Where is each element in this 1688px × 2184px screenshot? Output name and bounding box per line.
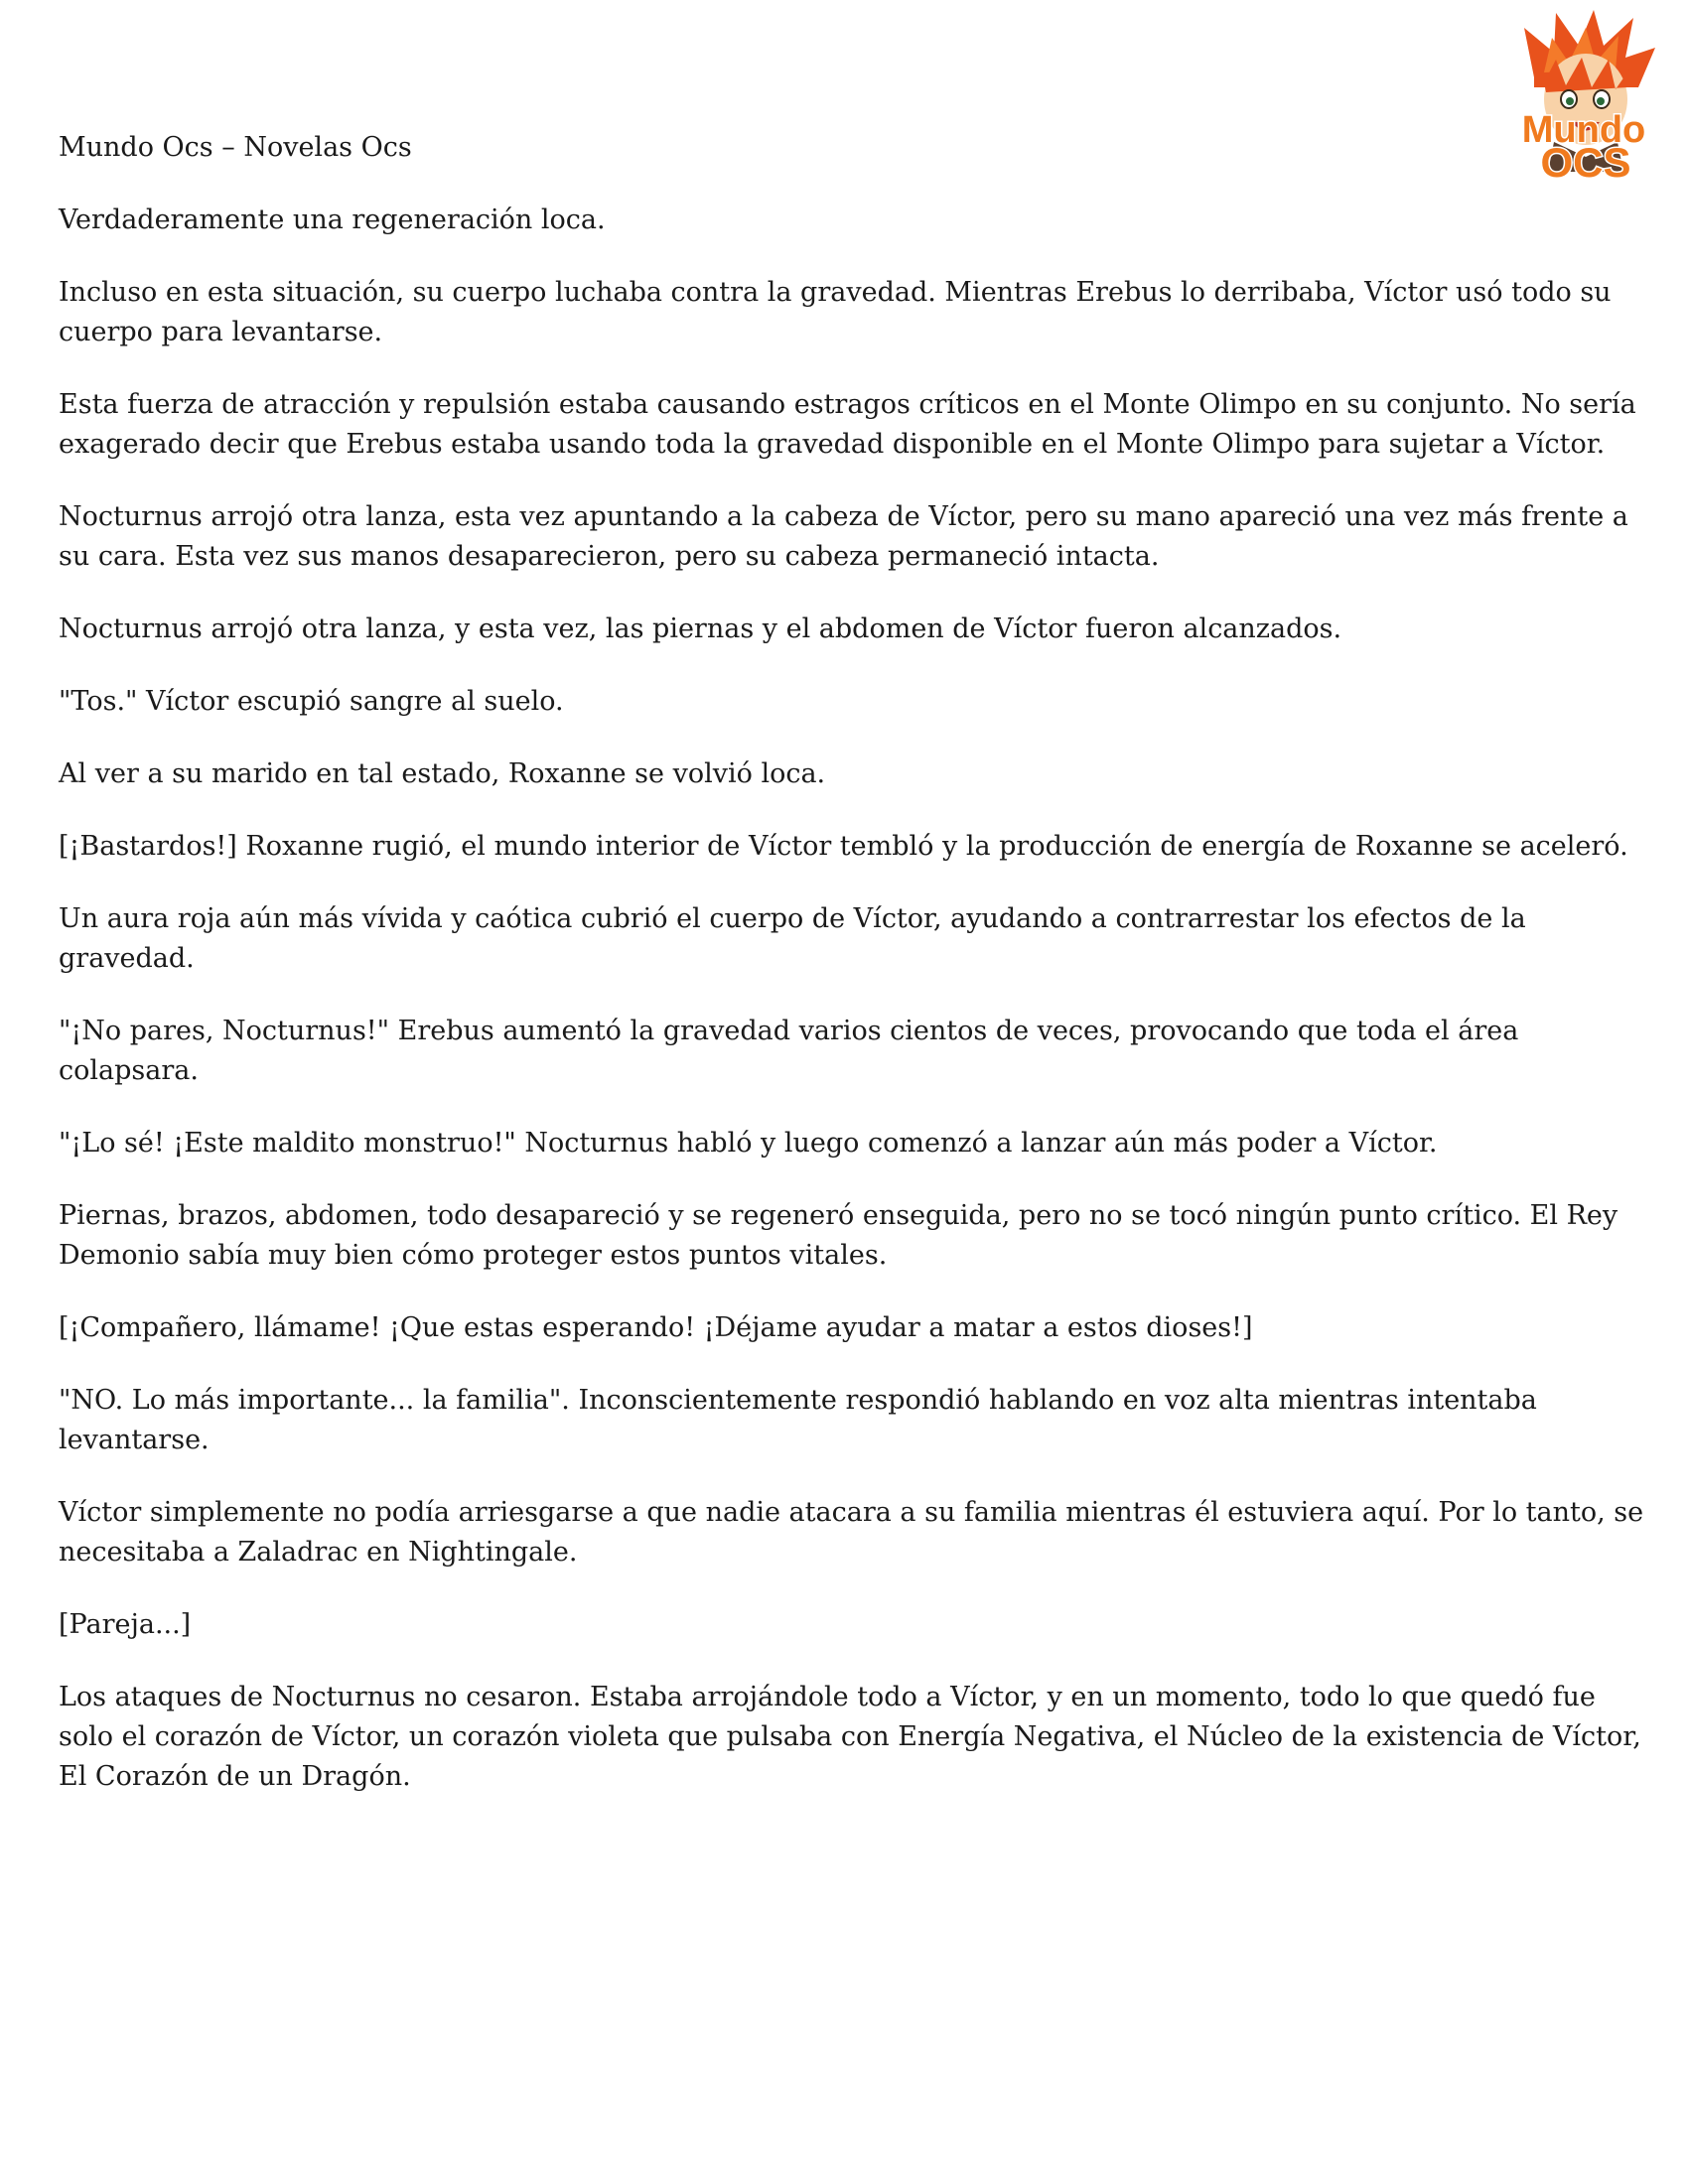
svg-text:OCS: OCS xyxy=(1540,139,1631,185)
paragraph: Incluso en esta situación, su cuerpo luchaba contra la gravedad. Mientras Erebus lo derribaba, Víctor usó todo su cuerpo para levantarse. xyxy=(59,277,1612,347)
paragraph: Al ver a su marido en tal estado, Roxanne se volvió loca. xyxy=(59,758,826,789)
document-body xyxy=(59,128,1647,1830)
paragraph: "¡No pares, Nocturnus!" Erebus aumentó la gravedad varios cientos de veces, provocando que toda el área colapsara. xyxy=(59,1016,1519,1086)
paragraph: Víctor simplemente no podía arriesgarse a que nadie atacara a su familia mientras él estuviera aquí. Por lo tanto, se necesitaba a Zaladrac en Nightingale. xyxy=(59,1497,1644,1568)
paragraph: [¡Bastardos!] Roxanne rugió, el mundo interior de Víctor tembló y la producción de energía de Roxanne se aceleró. xyxy=(59,831,1628,862)
paragraph: Piernas, brazos, abdomen, todo desapareció y se regeneró enseguida, pero no se tocó ningún punto crítico. El Rey Demonio sabía muy bien cómo proteger estos puntos vitales. xyxy=(59,1200,1618,1271)
paragraph: "¡Lo sé! ¡Este maldito monstruo!" Nocturnus habló y luego comenzó a lanzar aún más poder a Víctor. xyxy=(59,1128,1438,1159)
paragraph: Los ataques de Nocturnus no cesaron. Estaba arrojándole todo a Víctor, y en un momento, todo lo que quedó fue solo el corazón de Víctor, un corazón violeta que pulsaba con Energía Negativa, el Núcleo de la existencia de Víctor, El Corazón de un Dragón. xyxy=(59,1682,1641,1792)
document-header-title: Mundo Ocs – Novelas Ocs xyxy=(59,132,412,163)
paragraph: [Pareja...] xyxy=(59,1609,192,1640)
paragraph: [¡Compañero, llámame! ¡Que estas esperando! ¡Déjame ayudar a matar a estos dioses!] xyxy=(59,1312,1253,1343)
paragraph: Nocturnus arrojó otra lanza, esta vez apuntando a la cabeza de Víctor, pero su mano apareció una vez más frente a su cara. Esta vez sus manos desaparecieron, pero su cabeza permaneció intacta. xyxy=(59,501,1628,572)
paragraph: "NO. Lo más importante... la familia". Inconscientemente respondió hablando en voz alta mientras intentaba levantarse. xyxy=(59,1385,1537,1455)
paragraph: Verdaderamente una regeneración loca. xyxy=(59,205,606,235)
paragraph: Un aura roja aún más vívida y caótica cubrió el cuerpo de Víctor, ayudando a contrarrestar los efectos de la gravedad. xyxy=(59,903,1526,974)
paragraph: Nocturnus arrojó otra lanza, y esta vez, las piernas y el abdomen de Víctor fueron alcanzados. xyxy=(59,614,1342,644)
svg-text:Mundo: Mundo xyxy=(1521,109,1646,151)
paragraph: Esta fuerza de atracción y repulsión estaba causando estragos críticos en el Monte Olimpo en su conjunto. No sería exagerado decir que Erebus estaba usando toda la gravedad disponible en el Monte Olimpo para sujetar a Víctor. xyxy=(59,389,1636,460)
paragraph: "Tos." Víctor escupió sangre al suelo. xyxy=(59,686,564,717)
